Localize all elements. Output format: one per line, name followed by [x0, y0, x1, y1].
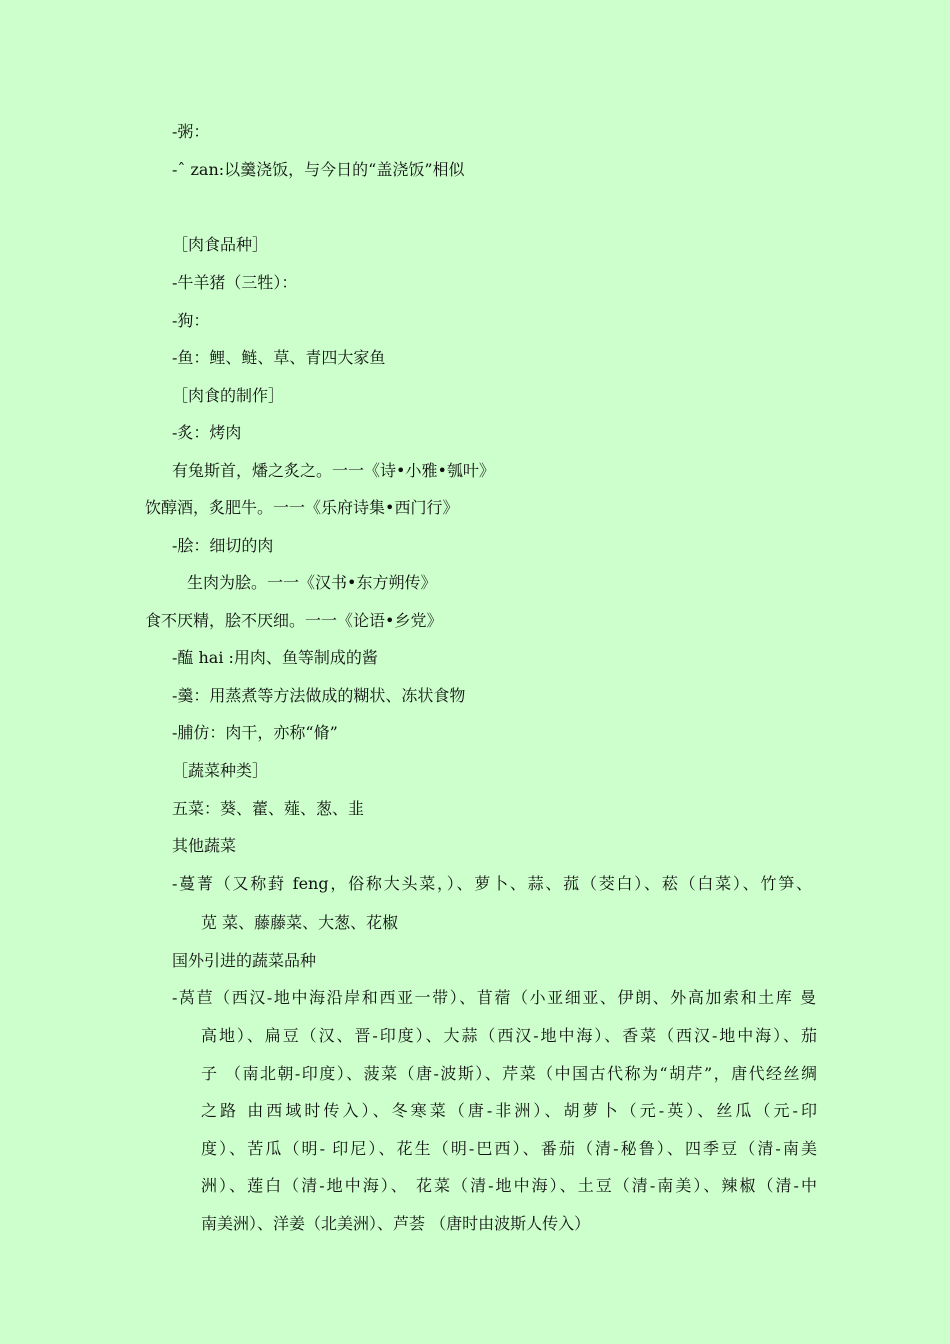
text-line: -鱼：鲤、鲢、草、青四大家鱼 [172, 348, 386, 367]
quote-line: 饮醇酒，炙肥牛。一一《乐府诗集•西门行》 [145, 498, 459, 517]
text-line: -ˆ zan:以羹浇饭，与今日的“盖浇饭”相似 [172, 160, 465, 179]
quote-line: 食不厌精，脍不厌细。一一《论语•乡党》 [145, 611, 443, 630]
section-heading: ［肉食品种］ [172, 235, 269, 254]
text-line: 五菜：葵、藿、薤、葱、韭 [172, 799, 365, 818]
section-heading: ［肉食的制作］ [172, 386, 285, 405]
paragraph-line: 高地）、扁豆（汉、晋-印度）、大蒜（西汉-地中海）、香菜（西汉-地中海）、茄 [201, 1026, 817, 1045]
section-heading: ［蔬菜种类］ [172, 761, 269, 780]
text-line: -醢 hai :用肉、鱼等制成的酱 [172, 648, 378, 667]
text-line: -脍：细切的肉 [172, 536, 274, 555]
quote-line: 生肉为脍。一一《汉书•东方朔传》 [187, 573, 437, 592]
text-line: -狗： [172, 311, 210, 330]
text-line: -牛羊猪（三牲）： [172, 273, 298, 292]
paragraph-line: 度）、苦瓜（明- 印尼）、花生（明-巴西）、番茄（清-秘鲁）、四季豆（清-南美 [201, 1139, 817, 1158]
quote-line: 有兔斯首，燔之炙之。一一《诗•小雅•瓠叶》 [172, 461, 495, 480]
text-line: 其他蔬菜 [172, 836, 237, 855]
paragraph-line: 之路 由西域时传入）、冬寒菜（唐-非洲）、胡萝卜（元-英）、丝瓜（元-印 [201, 1101, 817, 1120]
text-line: 国外引进的蔬菜品种 [172, 951, 317, 970]
paragraph-line: 子 （南北朝-印度）、菠菜（唐-波斯）、芹菜（中国古代称为“胡芹”，唐代经丝绸 [201, 1064, 817, 1083]
paragraph-line: 南美洲）、洋姜（北美洲）、芦荟 （唐时由波斯人传入） [201, 1214, 591, 1233]
text-line: -炙：烤肉 [172, 423, 242, 442]
text-line: -羹：用蒸煮等方法做成的糊状、冻状食物 [172, 686, 466, 705]
text-line: -脯仿：肉干，亦称“脩” [172, 723, 338, 742]
text-line: -粥： [172, 122, 210, 141]
paragraph-line: 苋 菜、藤藤菜、大葱、花椒 [201, 913, 399, 932]
paragraph-line: 洲）、莲白（清-地中海）、 花菜（清-地中海）、土豆（清-南美）、辣椒（清-中 [201, 1176, 817, 1195]
paragraph-line: -莴苣（西汉-地中海沿岸和西亚一带）、苜蓿（小亚细亚、伊朗、外高加索和土库 曼 [172, 988, 816, 1007]
paragraph-line: -蔓菁（又称葑 feng，俗称大头菜，）、萝卜、蒜、菰（茭白）、菘（白菜）、竹笋、 [172, 874, 812, 893]
